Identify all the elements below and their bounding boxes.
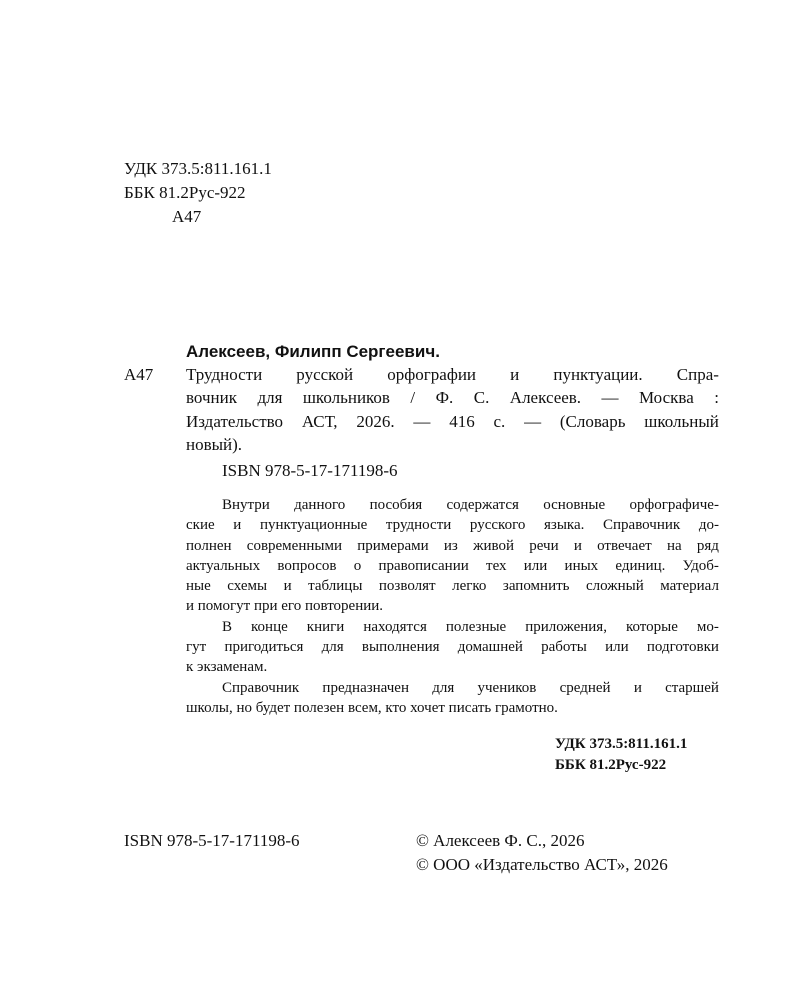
word: ские — [186, 517, 215, 534]
biblio-line — [186, 433, 719, 456]
biblio-line — [186, 410, 719, 433]
word: и — [283, 578, 292, 595]
word: вопросов — [277, 557, 337, 574]
word: речи — [529, 537, 559, 554]
word: — — [601, 388, 619, 408]
biblio-line — [186, 363, 719, 386]
word: домашней — [457, 639, 523, 656]
annotation-line — [186, 515, 719, 535]
annotation-line — [186, 536, 719, 556]
word: — — [524, 411, 542, 431]
word: Удоб- — [682, 557, 719, 574]
word: пунктуационные — [259, 517, 368, 534]
word: гут — [186, 639, 207, 656]
udk-code-right: УДК 373.5:811.161.1 — [555, 736, 688, 752]
word: из — [443, 537, 458, 554]
word: школьный — [644, 411, 719, 431]
word: для — [321, 639, 344, 656]
word: иных — [564, 557, 599, 574]
udk-code: УДК 373.5:811.161.1 — [124, 159, 272, 178]
word: которые — [625, 618, 678, 635]
word: — — [413, 411, 431, 431]
word: новый). — [186, 434, 243, 454]
word: Спра- — [676, 365, 719, 384]
annotation-line — [186, 495, 719, 515]
word: / — [410, 388, 416, 408]
word: легко — [452, 578, 487, 595]
word: 2026. — [356, 411, 395, 431]
word: и — [573, 537, 582, 554]
word: Трудности — [186, 365, 263, 384]
word: (Словарь — [559, 411, 626, 431]
word: АСТ, — [301, 411, 338, 431]
word: В — [222, 618, 233, 635]
word: о — [353, 557, 362, 574]
word: или — [523, 557, 548, 574]
word: и — [233, 517, 242, 534]
bibliographic-description — [186, 363, 719, 456]
word: : — [714, 388, 719, 408]
word: русской — [296, 365, 354, 384]
word: Внутри — [222, 497, 270, 513]
word: тех — [486, 557, 507, 574]
word: отвечает — [597, 537, 652, 554]
word: вочник — [186, 388, 237, 408]
author-heading: Алексеев, Филипп Сергеевич. — [186, 342, 440, 361]
word: находятся — [363, 618, 427, 635]
word: на — [666, 537, 682, 554]
word: Справочник — [603, 517, 681, 534]
word: запомнить — [502, 578, 570, 595]
annotation-line — [186, 576, 719, 596]
author-mark-code: А47 — [172, 207, 202, 226]
author-mark: А47 — [124, 365, 154, 384]
biblio-line — [186, 386, 719, 409]
isbn-bottom: ISBN 978-5-17-171198-6 — [124, 831, 300, 850]
isbn-main: ISBN 978-5-17-171198-6 — [222, 461, 398, 480]
annotation-line — [186, 657, 719, 677]
word: ряд — [696, 537, 719, 554]
word: и — [510, 365, 520, 384]
word: предназначен — [322, 679, 409, 696]
word: живой — [473, 537, 514, 554]
word: правописании — [378, 557, 469, 574]
word: мо- — [696, 618, 719, 635]
word: к экзаменам. — [186, 659, 268, 676]
word: и помогут при его повторении. — [186, 598, 384, 615]
word: материал — [660, 578, 719, 595]
word: основные — [543, 497, 606, 513]
word: сложный — [586, 578, 644, 595]
word: учеников — [477, 679, 537, 696]
word: для — [257, 388, 283, 408]
word: для — [432, 679, 455, 696]
word: примерами — [357, 537, 429, 554]
word: таблицы — [308, 578, 363, 595]
word: пособия — [369, 497, 423, 513]
word: работы — [541, 639, 587, 656]
word: и — [633, 679, 642, 696]
word: до- — [698, 517, 719, 534]
annotation-line — [186, 698, 719, 718]
annotation-line — [186, 637, 719, 657]
word: Алексеев. — [509, 388, 582, 408]
word: или — [605, 639, 629, 656]
copyright-author: © Алексеев Ф. С., 2026 — [416, 831, 585, 850]
classification-block — [124, 157, 272, 229]
word: русского — [469, 517, 526, 534]
bbk-code: ББК 81.2Рус-922 — [124, 183, 246, 202]
word: схемы — [227, 578, 268, 595]
word: содержатся — [446, 497, 519, 513]
copyright-block — [416, 829, 668, 877]
classification-codes-right — [555, 734, 687, 776]
word: книги — [306, 618, 345, 635]
word: школьников — [302, 388, 390, 408]
annotation-line — [186, 678, 719, 698]
word: с. — [493, 411, 506, 431]
annotation — [186, 495, 719, 718]
word: трудности — [385, 517, 452, 534]
word: ные — [186, 578, 211, 595]
word: С. — [473, 388, 490, 408]
word: Москва — [638, 388, 694, 408]
word: позволят — [378, 578, 436, 595]
word: полнен — [186, 537, 232, 554]
word: конце — [251, 618, 288, 635]
word: пунктуации. — [553, 365, 643, 384]
word: 416 — [449, 411, 475, 431]
word: единиц. — [615, 557, 666, 574]
word: актуальных — [186, 557, 261, 574]
word: Справочник — [222, 679, 300, 696]
word: средней — [559, 679, 611, 696]
annotation-line — [186, 617, 719, 637]
annotation-line — [186, 556, 719, 576]
word: Ф. — [435, 388, 454, 408]
annotation-line — [186, 596, 719, 616]
word: подготовки — [646, 639, 719, 656]
word: данного — [294, 497, 346, 513]
bbk-code-right: ББК 81.2Рус-922 — [555, 757, 667, 773]
word: пригодиться — [224, 639, 304, 656]
word: старшей — [665, 679, 719, 696]
word: современными — [246, 537, 342, 554]
word: школы, но будет полезен всем, кто хочет писать грамотно. — [186, 699, 558, 716]
word: орфографии — [387, 365, 477, 384]
word: языка. — [544, 517, 585, 534]
word: приложения, — [525, 618, 607, 635]
copyright-publisher: © ООО «Издательство АСТ», 2026 — [416, 855, 668, 874]
word: выполнения — [361, 639, 440, 656]
word: Издательство — [186, 411, 284, 431]
word: орфографиче- — [629, 497, 719, 513]
word: полезные — [445, 618, 507, 635]
